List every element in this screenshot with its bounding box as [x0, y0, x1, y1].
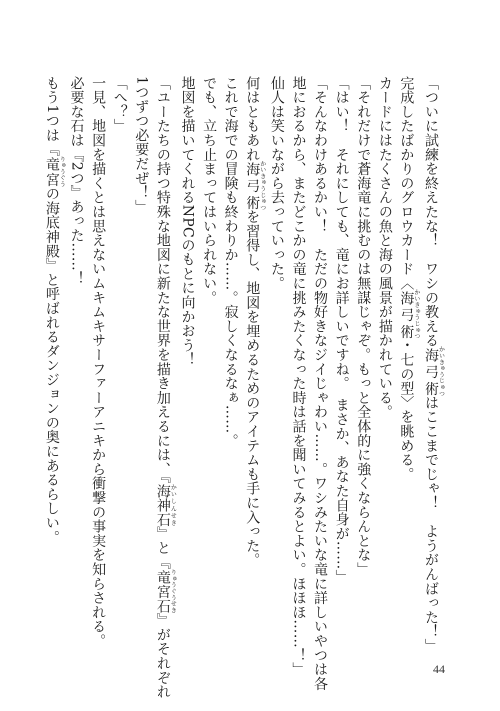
text-segment: 「ついに試練を終えたな！ ワシの教える: [423, 76, 439, 348]
text-segment: 何はともあれ: [244, 76, 261, 162]
text-line: [287, 76, 309, 677]
ruby-term: [43, 156, 66, 188]
text-segment: ・七の型〉を眺める。: [398, 338, 415, 482]
ruby-term: [423, 346, 445, 397]
text-segment: 地図を描いてくれるNPCのもとに向かおう！: [179, 76, 196, 367]
text-segment: 「そんなわけあるかい！ ただの物好きなジイじゃわい……。ワシみたいな竜に詳しいやつは各: [312, 76, 329, 691]
text-line: [197, 76, 219, 624]
ruby-base: 竜宮: [43, 156, 60, 188]
text-segment: 一見、地図を描くとは思えないムキムキサーファーアニキから衝撃の事実を知らされる。: [90, 76, 107, 648]
text-line: [108, 76, 130, 624]
text-line: [87, 76, 109, 648]
text-line: [395, 76, 420, 624]
ruby-term: [154, 483, 177, 527]
ruby-base: 竜宮石: [154, 569, 171, 614]
text-line: [151, 76, 177, 700]
text-segment: 完成したばかりのグロウカード〈: [398, 76, 415, 291]
text-line: [265, 76, 287, 624]
ruby-reading: かいきゅうじゅつ: [437, 346, 445, 397]
text-segment: もう1つは『: [43, 76, 60, 157]
ruby-base: 海弓術: [398, 289, 415, 340]
text-line: [330, 76, 352, 624]
text-line: [373, 76, 395, 624]
text-line: [40, 76, 65, 624]
text-segment: 地におるから、またどこかの竜に挑みたくなった時は話を聞いてみるとよい。ほほほ……！」: [290, 76, 307, 677]
ruby-term: [154, 569, 177, 614]
ruby-reading: かいしんせき: [169, 483, 177, 527]
text-line: [176, 76, 198, 624]
text-segment: の海底神殿』と呼ばれるダンジョンの奥にあるらしい。: [43, 186, 60, 545]
text-line: [130, 76, 152, 624]
text-segment: これで海での冒険も終わりか……。寂しくなるなぁ……。: [222, 76, 239, 448]
ruby-term: [244, 160, 266, 211]
ruby-base: 海神石: [154, 483, 171, 527]
ruby-reading: かいきゅうじゅつ: [412, 289, 420, 340]
text-line: [308, 76, 330, 691]
text-segment: 「はい！ それにしても、竜にお詳しいですね。 まさか、あなた自身が……」: [333, 76, 350, 584]
text-line: [419, 76, 445, 654]
text-segment: 1つずつ必要だぜ！」: [133, 76, 150, 214]
ruby-reading: りゅうぐう: [58, 156, 66, 188]
text-segment: はここまでじゃ！ ようがんばった！」: [423, 395, 439, 654]
text-segment: カードにはたくさんの魚と海の風景が描かれている。: [376, 76, 393, 420]
text-segment: 「ユーたちの持つ特殊な地図に新たな世界を描き加えるには、『: [154, 76, 171, 484]
page-number: 44: [433, 662, 445, 676]
text-line: [352, 76, 374, 624]
ruby-base: 海弓術: [423, 346, 439, 397]
text-segment: 』がそれぞれ: [154, 613, 171, 700]
text-segment: でも、立ち止まってはいられない。: [201, 76, 218, 305]
text-segment: 「へ？」: [111, 76, 128, 134]
text-segment: 必要な石は『2つ』あった……！: [68, 76, 85, 286]
text-segment: 仙人は笑いながら去っていった。: [268, 76, 285, 291]
ruby-reading: かいきゅうじゅつ: [258, 160, 266, 211]
text-segment: 』と『: [154, 526, 171, 570]
ruby-term: [398, 289, 420, 340]
text-line: [65, 76, 87, 624]
text-line: [219, 76, 241, 624]
text-segment: を習得し、地図を埋めるためのアイテムも手に入った。: [244, 209, 261, 568]
text-segment: 「それだけで蒼海竜に挑むのは無謀じゃぞ。もっと全体的に強くならんとな」: [355, 76, 372, 577]
text-line: [241, 76, 266, 624]
ruby-base: 海弓術: [244, 160, 261, 211]
ruby-reading: りゅうぐうせき: [169, 569, 177, 614]
